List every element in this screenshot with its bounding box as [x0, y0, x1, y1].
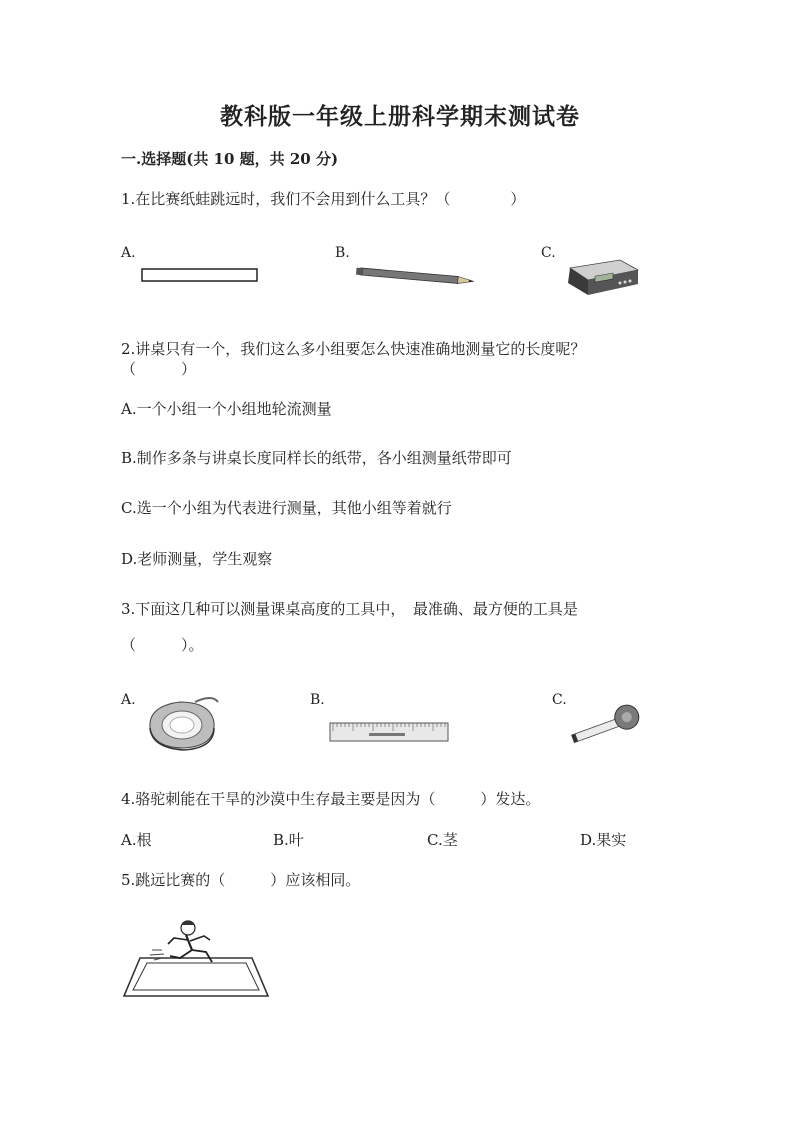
question-1-text: 1.在比赛纸蛙跳远时，我们不会用到什么工具？（ ）	[121, 190, 526, 208]
question-2-text: 2.讲桌只有一个，我们这么多小组要怎么快速准确地测量它的长度呢？	[121, 340, 586, 358]
straight-ruler-icon	[329, 722, 451, 744]
question-5-text: 5.跳远比赛的（ ）应该相同。	[121, 871, 361, 889]
long-jump-figure-icon	[122, 916, 272, 1000]
q1-option-b-label[interactable]: B.	[335, 245, 350, 261]
q2-option-a[interactable]: A.一个小组一个小组地轮流测量	[121, 400, 332, 418]
question-2-answer-blank: （ ）	[121, 360, 197, 378]
q3-option-c-label[interactable]: C.	[552, 692, 567, 708]
q4-option-a[interactable]: A.根	[121, 831, 152, 849]
question-4-text: 4.骆驼刺能在干旱的沙漠中生存最主要是因为（ ）发达。	[121, 790, 541, 808]
q1-option-a-label[interactable]: A.	[121, 245, 136, 261]
question-3-text: 3.下面这几种可以测量课桌高度的工具中， 最准确、最方便的工具是	[121, 600, 578, 618]
q2-option-b[interactable]: B.制作多条与讲桌长度同样长的纸带，各小组测量纸带即可	[121, 449, 512, 467]
soft-tape-measure-icon	[570, 702, 646, 746]
ruler-strip-icon	[141, 268, 259, 284]
page-title: 教科版一年级上册科学期末测试卷	[220, 103, 580, 130]
q4-option-b[interactable]: B.叶	[273, 831, 304, 849]
q2-option-c[interactable]: C.选一个小组为代表进行测量，其他小组等着就行	[121, 499, 452, 517]
steel-tape-roll-icon	[140, 688, 220, 756]
q2-option-d[interactable]: D.老师测量，学生观察	[121, 550, 273, 568]
pencil-icon	[356, 266, 480, 288]
q4-option-d[interactable]: D.果实	[580, 831, 627, 849]
q1-option-c-label[interactable]: C.	[541, 245, 556, 261]
q4-option-c[interactable]: C.茎	[427, 831, 458, 849]
q3-option-b-label[interactable]: B.	[310, 692, 325, 708]
section-heading: 一.选择题(共 10 题，共 20 分)	[121, 150, 339, 168]
question-3-answer-blank: （ ）。	[121, 636, 204, 654]
q3-option-a-label[interactable]: A.	[121, 692, 136, 708]
electronic-scale-icon	[562, 250, 642, 300]
